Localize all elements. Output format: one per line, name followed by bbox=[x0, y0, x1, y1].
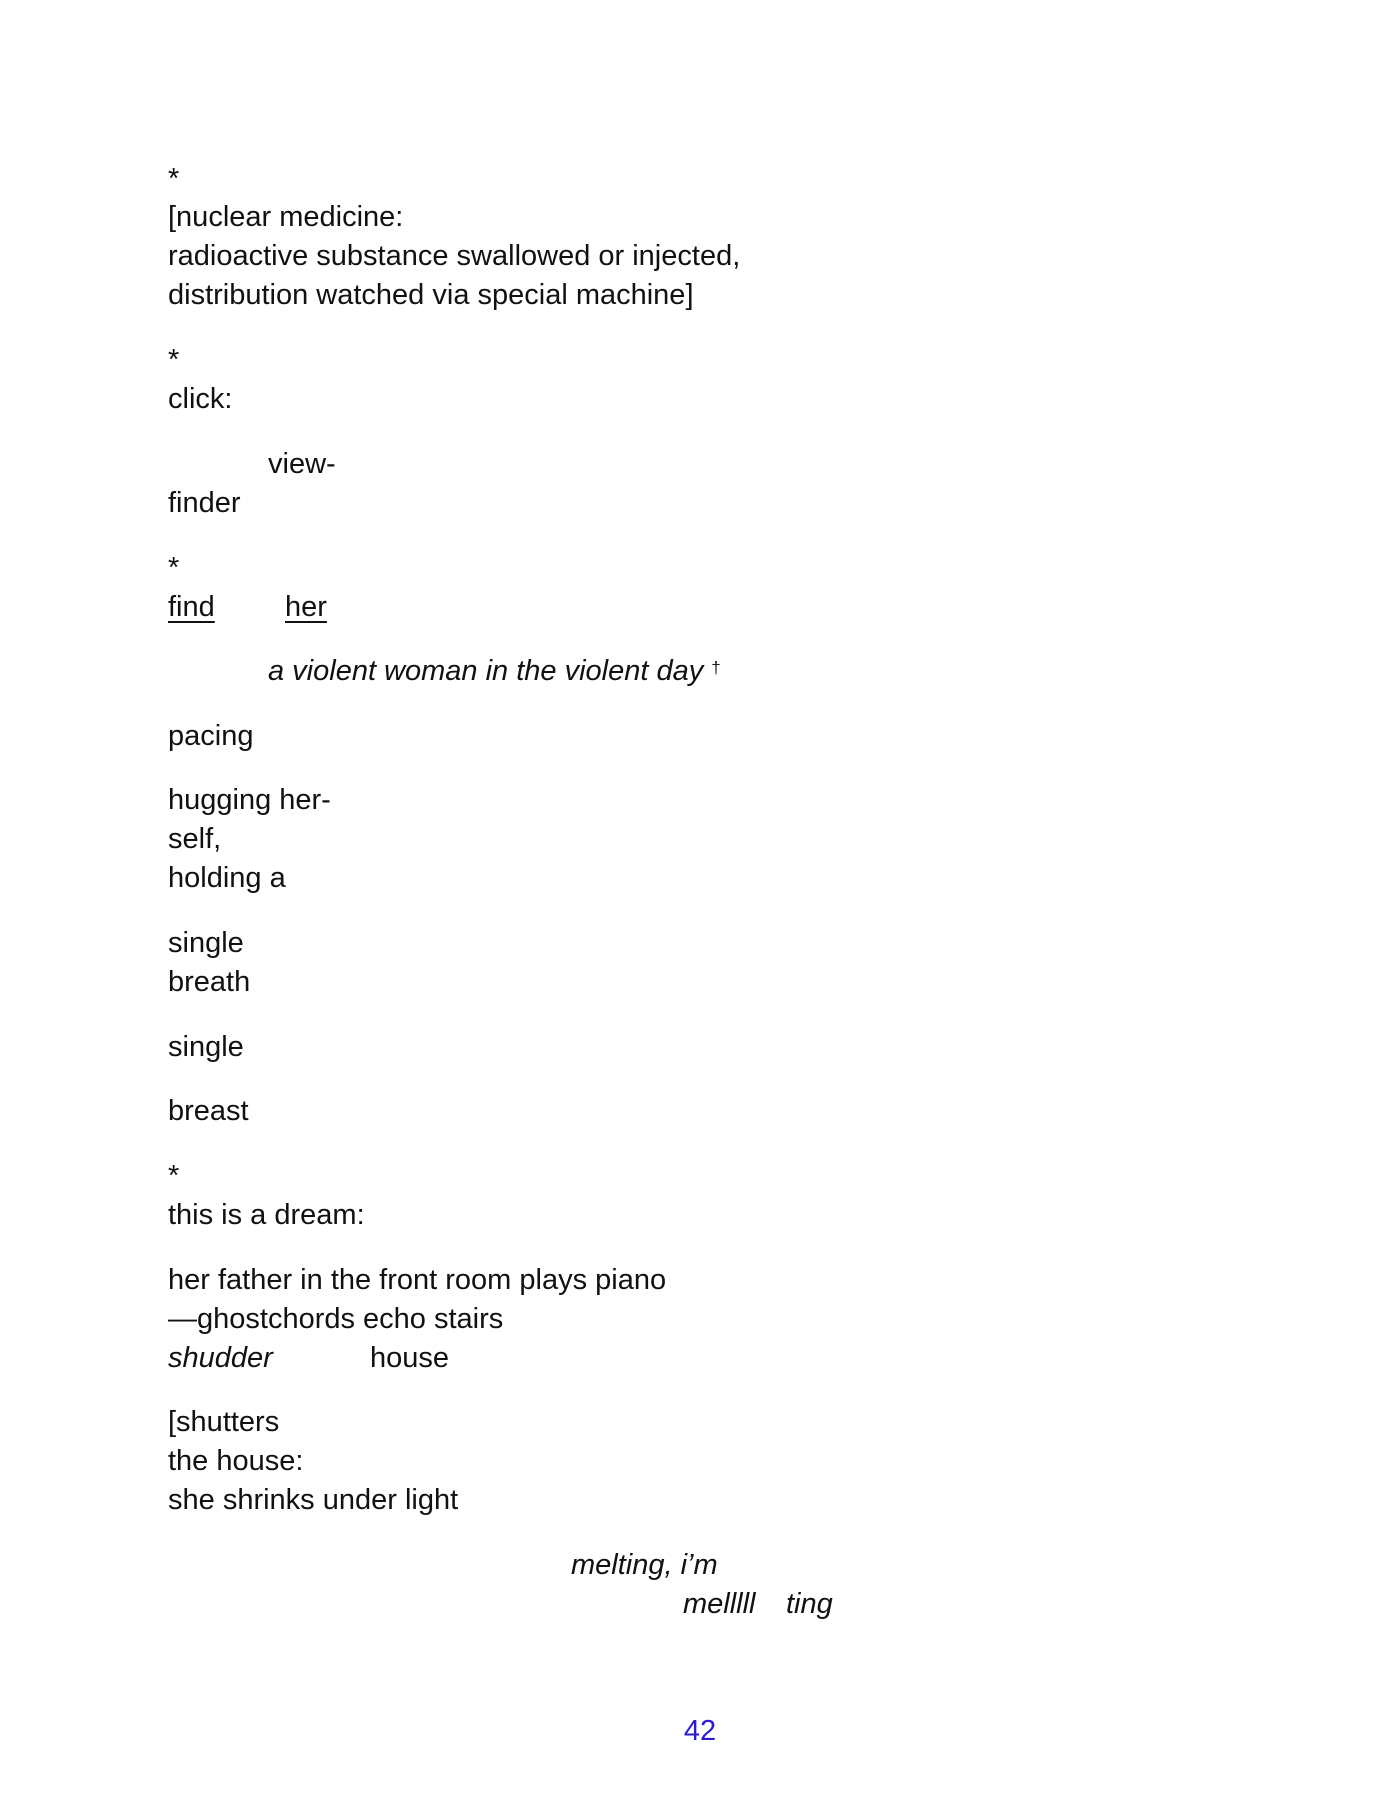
poem-line: distribution watched via special machine] bbox=[168, 279, 694, 311]
poem-line: single bbox=[168, 1031, 244, 1063]
poem-line: click: bbox=[168, 383, 233, 415]
poem-word-find: find bbox=[168, 591, 215, 623]
poem-line: holding a bbox=[168, 862, 286, 894]
poem-line: view- bbox=[268, 448, 336, 480]
poem-word-mellll: melllll bbox=[683, 1588, 756, 1620]
poem-word-ting: ting bbox=[786, 1588, 833, 1620]
poem-line: she shrinks under light bbox=[168, 1484, 459, 1516]
poem-line: [nuclear medicine: bbox=[168, 201, 404, 233]
poem-line: pacing bbox=[168, 720, 254, 752]
poem-line: —ghostchords echo stairs bbox=[168, 1303, 504, 1335]
footnote-dagger: † bbox=[711, 658, 721, 677]
section-asterisk: * bbox=[168, 163, 180, 195]
poem-line: single bbox=[168, 927, 244, 959]
poem-line: breath bbox=[168, 966, 251, 998]
poem-line: finder bbox=[168, 487, 241, 519]
poem-line: radioactive substance swallowed or injected, bbox=[168, 240, 741, 272]
page-number: 42 bbox=[683, 1715, 717, 1747]
section-asterisk: * bbox=[168, 552, 180, 584]
poem-word-her: her bbox=[285, 591, 327, 623]
poem-text: a violent woman in the violent day bbox=[268, 655, 704, 687]
poem-line: her father in the front room plays piano bbox=[168, 1264, 667, 1296]
section-asterisk: * bbox=[168, 344, 180, 376]
section-asterisk: * bbox=[168, 1160, 180, 1192]
poem-word-house: house bbox=[370, 1342, 450, 1374]
poem-line-italic bbox=[268, 652, 721, 691]
poem-line: self, bbox=[168, 823, 222, 855]
poem-word-shudder: shudder bbox=[168, 1342, 273, 1374]
poem-line: [shutters bbox=[168, 1406, 280, 1438]
poem-line-italic: melting, i’m bbox=[571, 1549, 718, 1581]
poem-line: hugging her- bbox=[168, 784, 331, 816]
poem-line: the house: bbox=[168, 1445, 304, 1477]
poem-line: this is a dream: bbox=[168, 1199, 365, 1231]
poem-line: breast bbox=[168, 1095, 249, 1127]
